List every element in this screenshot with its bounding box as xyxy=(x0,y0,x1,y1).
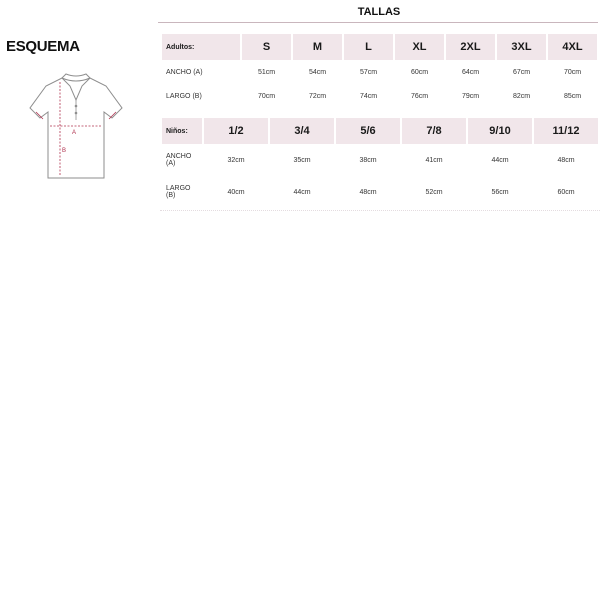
table-cell: 79cm xyxy=(461,92,480,100)
table-cell: 52cm xyxy=(425,188,443,196)
table-cell: 56cm xyxy=(491,188,509,196)
table-cell: 40cm xyxy=(227,188,245,196)
row-label-ancho xyxy=(162,144,202,176)
table-cell: 72cm xyxy=(308,92,327,100)
tallas-title: TALLAS xyxy=(357,6,401,18)
table-cell: 48cm xyxy=(359,188,377,196)
table-row xyxy=(162,144,598,176)
table-row xyxy=(162,60,597,84)
row-label-largo xyxy=(162,176,202,208)
table-cell: 67cm xyxy=(512,68,531,76)
row-label-ancho: ANCHO (A) xyxy=(166,68,203,76)
kids-header-row xyxy=(162,118,598,144)
table-cell: 32cm xyxy=(227,156,245,164)
adult-size-2xl: 2XL xyxy=(446,34,495,60)
adult-header-label: Adultos: xyxy=(162,34,240,60)
row-label-line: ANCHO xyxy=(166,153,192,160)
table-cell: 74cm xyxy=(359,92,378,100)
label-a: A xyxy=(72,130,77,136)
table-cell: 57cm xyxy=(359,68,378,76)
kids-header-label: Niños: xyxy=(162,118,202,144)
kids-size-7-8: 7/8 xyxy=(402,118,466,144)
adult-size-3xl: 3XL xyxy=(497,34,546,60)
row-label-line: (A) xyxy=(166,160,176,167)
adult-size-xl: XL xyxy=(395,34,444,60)
kids-size-9-10: 9/10 xyxy=(468,118,532,144)
shirt-collar xyxy=(62,74,90,81)
table-cell: 60cm xyxy=(557,188,575,196)
table-cell: 85cm xyxy=(563,92,582,100)
label-b: B xyxy=(62,148,67,154)
adult-size-l: L xyxy=(344,34,393,60)
adult-size-table xyxy=(160,34,599,108)
table-cell: 38cm xyxy=(359,156,377,164)
table-cell: 44cm xyxy=(293,188,311,196)
polo-shirt-diagram xyxy=(26,70,126,182)
adult-header-row xyxy=(162,34,597,60)
adult-size-4xl: 4XL xyxy=(548,34,597,60)
kids-size-11-12: 11/12 xyxy=(534,118,598,144)
shirt-outline xyxy=(30,78,122,178)
table-cell: 41cm xyxy=(425,156,443,164)
tallas-divider xyxy=(158,22,598,23)
adult-size-m: M xyxy=(293,34,342,60)
table-cell: 70cm xyxy=(257,92,276,100)
kids-size-1-2: 1/2 xyxy=(204,118,268,144)
button-2 xyxy=(75,112,78,115)
kids-size-3-4: 3/4 xyxy=(270,118,334,144)
table-cell: 64cm xyxy=(461,68,480,76)
button-1 xyxy=(75,105,78,108)
table-cell: 51cm xyxy=(257,68,276,76)
table-cell: 76cm xyxy=(410,92,429,100)
table-row xyxy=(162,84,597,108)
kids-size-table xyxy=(160,118,600,208)
row-label-line: (B) xyxy=(166,192,176,199)
table-cell: 48cm xyxy=(557,156,575,164)
row-label-largo: LARGO (B) xyxy=(166,92,202,100)
table-cell: 54cm xyxy=(308,68,327,76)
table-cell: 60cm xyxy=(410,68,429,76)
table-cell: 35cm xyxy=(293,156,311,164)
adult-size-s: S xyxy=(242,34,291,60)
table-row xyxy=(162,176,598,208)
kids-size-5-6: 5/6 xyxy=(336,118,400,144)
row-label-line: LARGO xyxy=(166,185,191,192)
esquema-title: ESQUEMA xyxy=(6,38,80,55)
bottom-divider xyxy=(160,210,600,211)
table-cell: 70cm xyxy=(563,68,582,76)
table-cell: 82cm xyxy=(512,92,531,100)
table-cell: 44cm xyxy=(491,156,509,164)
